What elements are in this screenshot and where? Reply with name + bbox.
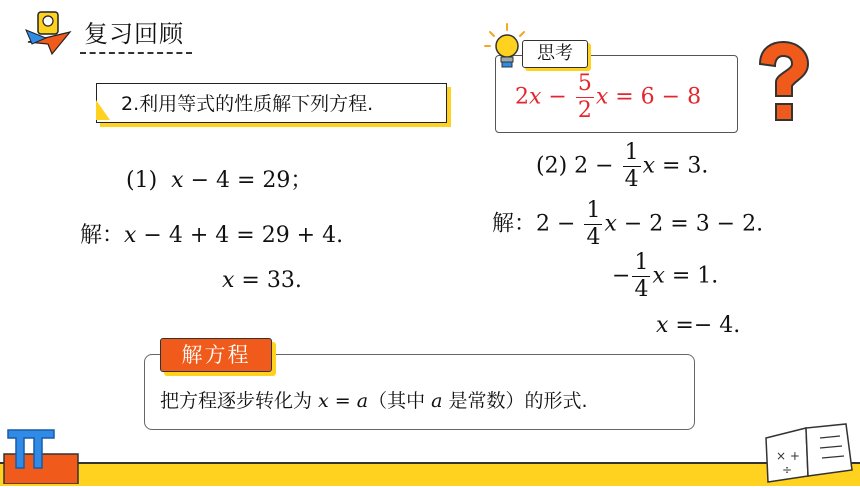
part2-step2-num: 1 [634, 250, 649, 275]
think-coef: 2 [515, 84, 529, 110]
part2-solve-label: 解： [492, 211, 537, 237]
think-frac-den: 2 [577, 98, 592, 123]
part1-prompt [126, 163, 312, 194]
think-minus: − [541, 84, 574, 110]
part2-step3-rest: =− 4. [668, 313, 741, 338]
question-mark-icon [752, 40, 814, 126]
bottom-stripe [0, 462, 860, 486]
page-title: 复习回顾 [84, 20, 184, 48]
part2-prompt-x: x [642, 153, 656, 179]
part2-prompt-fraction [623, 142, 641, 191]
think-equation [515, 73, 701, 122]
think-frac-num: 5 [577, 71, 592, 96]
definition-tag: 解方程 [160, 338, 272, 372]
part2-step2-den: 4 [634, 277, 649, 302]
part2-step1-den: 4 [586, 225, 601, 250]
fold-corner [96, 100, 110, 120]
part1-step2 [222, 268, 302, 293]
problem-text: 2.利用等式的性质解下列方程. [121, 93, 374, 115]
part1-prompt-rest: − 4 = 29； [183, 168, 313, 193]
part1-step2-rest: = 33. [234, 268, 302, 293]
part2-step1-x: x [604, 211, 617, 237]
part2-prompt-pre: 2 − [574, 153, 621, 179]
part1-step1-rest: − 4 + 4 = 29 + 4. [136, 223, 344, 248]
part2-prompt-num: 1 [624, 140, 639, 165]
part2-step2 [612, 252, 718, 301]
part1-step1-x: x [124, 223, 137, 248]
definition-text-c: 是常数）的形式. [442, 390, 588, 412]
part1-prompt-x: x [171, 168, 184, 193]
part2-step3 [656, 313, 740, 338]
part2-step2-x: x [652, 263, 665, 289]
definition-text-a: 把方程逐步转化为 [160, 390, 319, 412]
part2-prompt-rest: = 3. [655, 153, 709, 179]
think-x1: x [529, 84, 542, 110]
part2-step1 [492, 200, 763, 249]
part2-step2-rest: = 1. [664, 263, 719, 289]
part2-label: (2) [536, 153, 568, 179]
think-x2: x [595, 84, 609, 110]
header-logo [24, 10, 82, 58]
definition-text-b: （其中 [368, 390, 432, 412]
svg-text:× +: × + [776, 449, 800, 463]
think-fraction [576, 73, 594, 122]
part1-solve-label: 解： [80, 223, 125, 248]
part1-step2-x: x [222, 268, 235, 293]
part2-step1-rest: − 2 = 3 − 2. [616, 211, 764, 237]
part2-step2-pre: − [612, 263, 631, 289]
part2-prompt-den: 4 [624, 167, 639, 192]
definition-a2: a [431, 390, 443, 412]
title-underline [80, 52, 192, 54]
problem-box [96, 83, 447, 123]
pi-icon [2, 420, 82, 484]
part2-step3-x: x [656, 313, 669, 338]
definition-eq: = [328, 390, 357, 412]
definition-text [160, 386, 588, 413]
part1-step1 [80, 218, 343, 249]
think-label: 思考 [522, 40, 588, 68]
svg-text:÷: ÷ [782, 463, 793, 477]
part1-label: (1) [126, 168, 158, 193]
think-rest: = 6 − 8 [608, 84, 702, 110]
open-book-icon [760, 418, 856, 484]
part2-step1-fraction [584, 200, 602, 249]
part2-step1-num: 1 [586, 198, 601, 223]
part2-step1-pre: 2 − [536, 211, 583, 237]
part2-step2-fraction [632, 252, 650, 301]
definition-a: a [356, 390, 369, 412]
definition-x: x [318, 390, 329, 412]
part2-prompt [536, 142, 708, 191]
